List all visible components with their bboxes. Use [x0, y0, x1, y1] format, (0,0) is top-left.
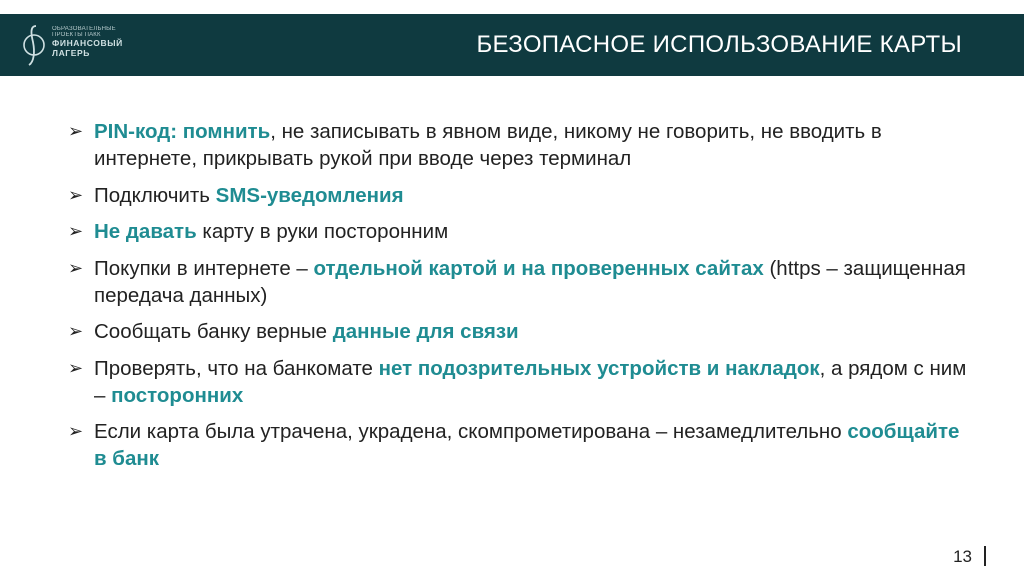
bullet-item — [68, 218, 968, 245]
bullet-text: карту в руки посторонним — [196, 220, 449, 243]
bullet-arrow-icon: ➢ — [68, 121, 84, 141]
logo-title-line1: ФИНАНСОВЫЙ — [52, 38, 123, 48]
bullet-text: Покупки в интернете – — [94, 256, 314, 280]
slide-title: БЕЗОПАСНОЕ ИСПОЛЬЗОВАНИЕ КАРТЫ — [476, 31, 962, 58]
logo-subtitle-line1: ОБРАЗОВАТЕЛЬНЫЕ — [52, 26, 116, 32]
bullet-list — [68, 118, 968, 482]
bullet-arrow-icon: ➢ — [68, 184, 84, 205]
bullet-text: Сообщать банку верные — [94, 320, 333, 343]
highlighted-text: нет подозрительных устройств и накладок — [378, 356, 820, 380]
bullet-item — [68, 418, 968, 472]
bullet-arrow-icon: ➢ — [68, 357, 84, 378]
page-number: 13 — [953, 547, 972, 566]
highlighted-text: PIN-код: помнить — [94, 120, 271, 143]
bullet-arrow-icon: ➢ — [68, 221, 84, 241]
page-number-divider — [984, 546, 986, 566]
bullet-arrow-icon: ➢ — [68, 257, 84, 278]
highlighted-text: данные для связи — [332, 320, 519, 343]
bullet-text: , не записывать в явном виде, никому не говорить, не вводить в интернете, прикрывать рукой при вводе через терминал — [94, 120, 882, 170]
highlighted-text: Не давать — [94, 220, 197, 243]
bullet-item — [68, 318, 968, 345]
bullet-text: Если карта была утрачена, украдена, скомпрометирована – незамедлительно — [94, 420, 848, 443]
bullet-text: Подключить — [94, 183, 216, 207]
logo-subtitle-line2: ПРОЕКТЫ ПАКК — [52, 32, 101, 38]
financial-camp-logo — [22, 22, 152, 68]
bullet-arrow-icon: ➢ — [68, 321, 84, 341]
bullet-item — [68, 118, 968, 172]
bullet-item — [68, 182, 968, 209]
bullet-item — [68, 255, 968, 309]
logo-title-line2: ЛАГЕРЬ — [52, 47, 90, 58]
header-bar — [0, 14, 1024, 76]
bullet-text: , а рядом с ним – — [94, 356, 967, 407]
bullet-item — [68, 355, 968, 409]
highlighted-text: сообщайте в банк — [94, 420, 960, 470]
highlighted-text: посторонних — [111, 383, 244, 407]
highlighted-text: отдельной картой и на проверенных сайтах — [313, 256, 764, 280]
bullet-arrow-icon: ➢ — [68, 421, 84, 441]
bullet-text: Проверять, что на банкомате — [94, 356, 379, 380]
logo-emblem-icon — [22, 22, 50, 68]
bullet-text: (https – защищенная передача данных) — [94, 256, 966, 307]
highlighted-text: SMS-уведомления — [215, 183, 404, 207]
